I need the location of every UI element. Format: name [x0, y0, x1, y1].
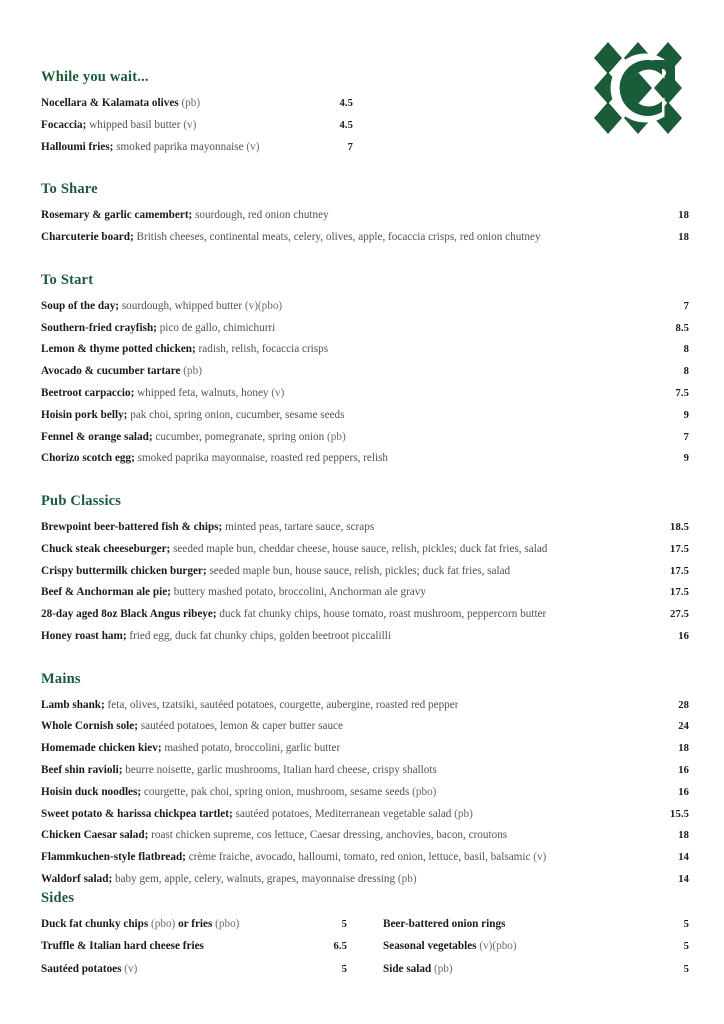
menu-item-price: 9	[683, 409, 689, 421]
sides-columns	[41, 914, 689, 981]
menu-item	[41, 847, 689, 869]
menu-item-list	[41, 296, 689, 470]
menu-item-name: Rosemary & garlic camembert;	[41, 210, 193, 222]
side-item-name: Sautéed potatoes	[41, 963, 122, 975]
menu-item-list	[41, 517, 689, 648]
menu-item-price: 9	[683, 453, 689, 465]
menu-item-description	[41, 522, 374, 533]
menu-item	[41, 738, 689, 760]
menu-item-name: Charcuterie board;	[41, 232, 134, 244]
menu-item-price: 16	[678, 630, 689, 642]
side-item-price: 6.5	[333, 941, 347, 953]
menu-item-detail: baby gem, apple, celery, walnuts, grapes, mayonnaise dressing	[114, 873, 396, 885]
menu-item-price: 7	[683, 431, 689, 443]
menu-item-detail: sourdough, whipped butter	[121, 300, 243, 312]
menu-item-description	[41, 874, 417, 885]
menu-item-name: Lemon & thyme potted chicken;	[41, 344, 196, 356]
menu-item-price: 17.5	[670, 543, 689, 555]
menu-item-price: 14	[678, 873, 689, 885]
menu-item	[41, 869, 689, 891]
side-item	[383, 914, 689, 936]
menu-item-description	[41, 142, 259, 153]
menu-item-price: 7	[683, 300, 689, 312]
menu-item-dietary-tag: (v)	[271, 387, 285, 399]
menu-item-dietary-tag: (pb)	[181, 98, 201, 110]
menu-item-detail: pico de gallo, chimichurri	[159, 322, 276, 334]
menu-item-description	[41, 232, 541, 243]
menu-item	[41, 825, 689, 847]
menu-item-description	[41, 609, 546, 620]
menu-item-description	[41, 631, 391, 642]
side-item	[41, 958, 347, 980]
side-item-description	[41, 964, 137, 975]
menu-item-name: Halloumi fries;	[41, 141, 114, 153]
menu-item-price: 18.5	[670, 522, 689, 533]
side-item-dietary-tag: (v)(pbo)	[479, 941, 517, 953]
menu-item-name: Waldorf salad;	[41, 873, 113, 885]
side-item	[41, 914, 347, 936]
menu-item-detail: cucumber, pomegranate, spring onion	[155, 431, 325, 443]
menu-item-price: 18	[678, 743, 689, 755]
menu-item-name: 28-day aged 8oz Black Angus ribeye;	[41, 609, 217, 621]
menu-item-description	[41, 366, 202, 377]
menu-item-price: 14	[678, 852, 689, 864]
menu-item-detail: duck fat chunky chips, house tomato, roast mushroom, peppercorn butter	[219, 609, 547, 621]
menu-item-name: Focaccia;	[41, 119, 87, 131]
menu-item-detail: buttery mashed potato, broccolini, Anchorman ale gravy	[173, 587, 426, 599]
section-while-you-wait	[41, 70, 689, 158]
menu-item-description	[41, 120, 196, 131]
menu-item	[41, 405, 689, 427]
menu-item	[41, 560, 689, 582]
menu-item-description	[41, 210, 329, 221]
menu-item-detail: mashed potato, broccolini, garlic butter	[164, 743, 341, 755]
menu-item-price: 17.5	[670, 565, 689, 577]
menu-item-detail: sautéed potatoes, Mediterranean vegetable salad	[235, 808, 452, 820]
menu-item-name: Soup of the day;	[41, 300, 120, 312]
menu-item-detail: seeded maple bun, house sauce, relish, pickles; duck fat fries, salad	[209, 565, 511, 577]
menu-item	[41, 137, 353, 159]
menu-item-price: 28	[678, 699, 689, 711]
menu-item-detail: crème fraiche, avocado, halloumi, tomato, red onion, lettuce, basil, balsamic	[188, 852, 531, 864]
menu-item-name: Hoisin duck noodles;	[41, 786, 142, 798]
menu-item-detail: fried egg, duck fat chunky chips, golden beetroot piccalilli	[129, 630, 391, 642]
menu-item-description	[41, 344, 328, 355]
section-pub-classics	[41, 494, 689, 648]
menu-item-detail: British cheeses, continental meats, celery, olives, apple, focaccia crisps, red onion chutney	[136, 232, 541, 244]
menu-item-detail: minted peas, tartare sauce, scraps	[225, 522, 375, 533]
side-item-dietary-tag-alt: (pbo)	[215, 918, 240, 930]
menu-item-name: Nocellara & Kalamata olives	[41, 98, 179, 110]
menu-item-dietary-tag: (pbo)	[412, 786, 437, 798]
menu-item-price: 27.5	[670, 609, 689, 621]
menu-item-description	[41, 544, 547, 555]
menu-item	[41, 318, 689, 340]
menu-item-price: 17.5	[670, 587, 689, 599]
side-item-dietary-tag: (v)	[124, 963, 138, 975]
menu-item	[41, 626, 689, 648]
side-item-description	[383, 964, 453, 975]
menu-item	[41, 115, 353, 137]
menu-item-name: Whole Cornish sole;	[41, 721, 138, 733]
side-item-price: 5	[341, 963, 347, 975]
side-item-name: Side salad	[383, 963, 432, 975]
side-item-name: Duck fat chunky chips	[41, 918, 149, 930]
menu-item-detail: sourdough, red onion chutney	[195, 210, 329, 222]
menu-item-price: 16	[678, 786, 689, 798]
menu-item-dietary-tag: (v)	[533, 852, 547, 864]
side-item-price: 5	[683, 941, 689, 953]
menu-item-name: Fennel & orange salad;	[41, 431, 153, 443]
menu-item-price: 18	[678, 232, 689, 244]
menu-item	[41, 604, 689, 626]
menu-item-description	[41, 852, 546, 863]
side-item-description	[41, 941, 204, 952]
menu-item	[41, 383, 689, 405]
menu-item-description	[41, 721, 343, 732]
section-title-sides: Sides	[41, 889, 75, 906]
menu-item-name: Chicken Caesar salad;	[41, 830, 149, 842]
section-title-while-you-wait: While you wait...	[41, 69, 149, 85]
menu-item	[41, 93, 353, 115]
side-item-name: Beer-battered onion rings	[383, 918, 506, 930]
menu-item-detail: whipped basil butter	[89, 119, 181, 131]
menu-item-price: 7.5	[675, 387, 689, 399]
menu-item-list	[41, 93, 353, 158]
menu-item	[41, 448, 689, 470]
menu-item-detail: radish, relish, focaccia crisps	[198, 344, 329, 356]
side-item	[383, 958, 689, 980]
menu-item-description	[41, 765, 437, 776]
side-item-price: 5	[683, 963, 689, 975]
menu-item-detail: pak choi, spring onion, cucumber, sesame seeds	[130, 409, 345, 421]
menu-item-price: 4.5	[339, 119, 353, 131]
menu-item-description	[41, 787, 436, 798]
menu-item	[41, 339, 689, 361]
menu-item-price: 7	[347, 141, 353, 153]
menu-item	[41, 205, 689, 227]
menu-item-detail: feta, olives, tzatsiki, sautéed potatoes, courgette, aubergine, roasted red pepper	[107, 699, 459, 711]
menu-item-detail: sautéed potatoes, lemon & caper butter sauce	[140, 721, 343, 733]
menu-item	[41, 426, 689, 448]
menu-item-detail: smoked paprika mayonnaise	[116, 141, 244, 153]
menu-item-name: Lamb shank;	[41, 699, 105, 711]
menu-item-description	[41, 453, 388, 464]
side-item-description	[41, 919, 239, 930]
menu-item-name: Beef shin ravioli;	[41, 764, 123, 776]
menu-item	[41, 296, 689, 318]
menu-item-description	[41, 809, 473, 820]
sides-column-left	[41, 914, 347, 981]
menu-item-dietary-tag: (pb)	[397, 873, 417, 885]
menu-item-detail: roast chicken supreme, cos lettuce, Caesar dressing, anchovies, bacon, croutons	[151, 830, 508, 842]
menu-item-detail: courgette, pak choi, spring onion, mushroom, sesame seeds	[143, 786, 410, 798]
menu-item-description	[41, 587, 426, 598]
menu-item-description	[41, 410, 344, 421]
section-to-share	[41, 182, 689, 249]
side-item-price: 5	[341, 918, 347, 930]
menu-item-list	[41, 695, 689, 891]
menu-item	[41, 803, 689, 825]
section-title-pub-classics: Pub Classics	[41, 492, 122, 509]
menu-item	[41, 539, 689, 561]
section-to-start	[41, 273, 689, 470]
menu-item-price: 24	[678, 721, 689, 733]
side-item-name: Truffle & Italian hard cheese fries	[41, 941, 204, 953]
section-mains	[41, 672, 689, 891]
section-title-to-share: To Share	[41, 181, 98, 198]
menu-item-name: Hoisin pork belly;	[41, 409, 128, 421]
menu-item-name: Southern-fried crayfish;	[41, 322, 157, 334]
side-item-dietary-tag: (pb)	[433, 963, 453, 975]
section-title-to-start: To Start	[41, 271, 94, 288]
side-item-name-alt: or fries	[178, 918, 213, 930]
menu-item	[41, 517, 689, 539]
side-item-description	[383, 919, 505, 930]
menu-item-list	[41, 205, 689, 249]
menu-item-description	[41, 98, 200, 109]
menu-item-name: Beef & Anchorman ale pie;	[41, 587, 171, 599]
menu-item-name: Avocado & cucumber tartare	[41, 366, 181, 378]
menu-item-price: 15.5	[670, 808, 689, 820]
menu-item-price: 8	[683, 366, 689, 378]
menu-item-price: 18	[678, 830, 689, 842]
menu-item-name: Chorizo scotch egg;	[41, 453, 135, 465]
side-item-description	[383, 941, 517, 952]
menu-item-description	[41, 388, 284, 399]
menu-item	[41, 760, 689, 782]
menu-item-price: 16	[678, 764, 689, 776]
menu-item-dietary-tag: (pb)	[183, 366, 202, 378]
menu-item-dietary-tag: (pb)	[327, 431, 346, 443]
side-item-dietary-tag: (pbo)	[151, 918, 176, 930]
menu-item-name: Flammkuchen-style flatbread;	[41, 852, 186, 864]
menu-item	[41, 582, 689, 604]
menu-item-name: Crispy buttermilk chicken burger;	[41, 565, 207, 577]
menu-item-detail: whipped feta, walnuts, honey	[137, 387, 269, 399]
menu-item	[41, 782, 689, 804]
sides-column-right	[383, 914, 689, 981]
side-item-name: Seasonal vegetables	[383, 941, 477, 953]
menu-item-dietary-tag: (v)	[246, 141, 260, 153]
menu-item-price: 8	[683, 344, 689, 356]
menu-item-detail: seeded maple bun, cheddar cheese, house sauce, relish, pickles; duck fat fries, salad	[173, 543, 548, 555]
menu-content	[41, 70, 689, 981]
menu-item-dietary-tag: (v)(pbo)	[244, 300, 283, 312]
side-item	[41, 936, 347, 958]
menu-item-dietary-tag: (v)	[183, 119, 197, 131]
menu-item	[41, 227, 689, 249]
menu-item-name: Chuck steak cheeseburger;	[41, 543, 171, 555]
menu-item-detail: smoked paprika mayonnaise, roasted red peppers, relish	[137, 453, 389, 465]
menu-item-name: Brewpoint beer-battered fish & chips;	[41, 522, 223, 533]
menu-item-price: 18	[678, 210, 689, 222]
menu-item-description	[41, 432, 346, 443]
menu-item-description	[41, 301, 282, 312]
side-item-price: 5	[683, 918, 689, 930]
section-title-mains: Mains	[41, 670, 81, 687]
menu-item	[41, 716, 689, 738]
menu-item-description	[41, 700, 458, 711]
menu-item	[41, 695, 689, 717]
menu-item-detail: beurre noisette, garlic mushrooms, Italian hard cheese, crispy shallots	[125, 764, 437, 776]
menu-item-description	[41, 743, 340, 754]
side-item	[383, 936, 689, 958]
menu-item-name: Homemade chicken kiev;	[41, 743, 162, 755]
menu-item-description	[41, 323, 275, 334]
section-sides	[41, 891, 689, 981]
menu-item-name: Sweet potato & harissa chickpea tartlet;	[41, 808, 233, 820]
menu-item	[41, 361, 689, 383]
menu-item-name: Honey roast ham;	[41, 630, 127, 642]
menu-item-price: 8.5	[675, 322, 689, 334]
menu-item-dietary-tag: (pb)	[454, 808, 473, 820]
menu-item-name: Beetroot carpaccio;	[41, 387, 135, 399]
menu-item-description	[41, 566, 510, 577]
menu-item-price: 4.5	[339, 98, 353, 110]
menu-item-description	[41, 830, 507, 841]
